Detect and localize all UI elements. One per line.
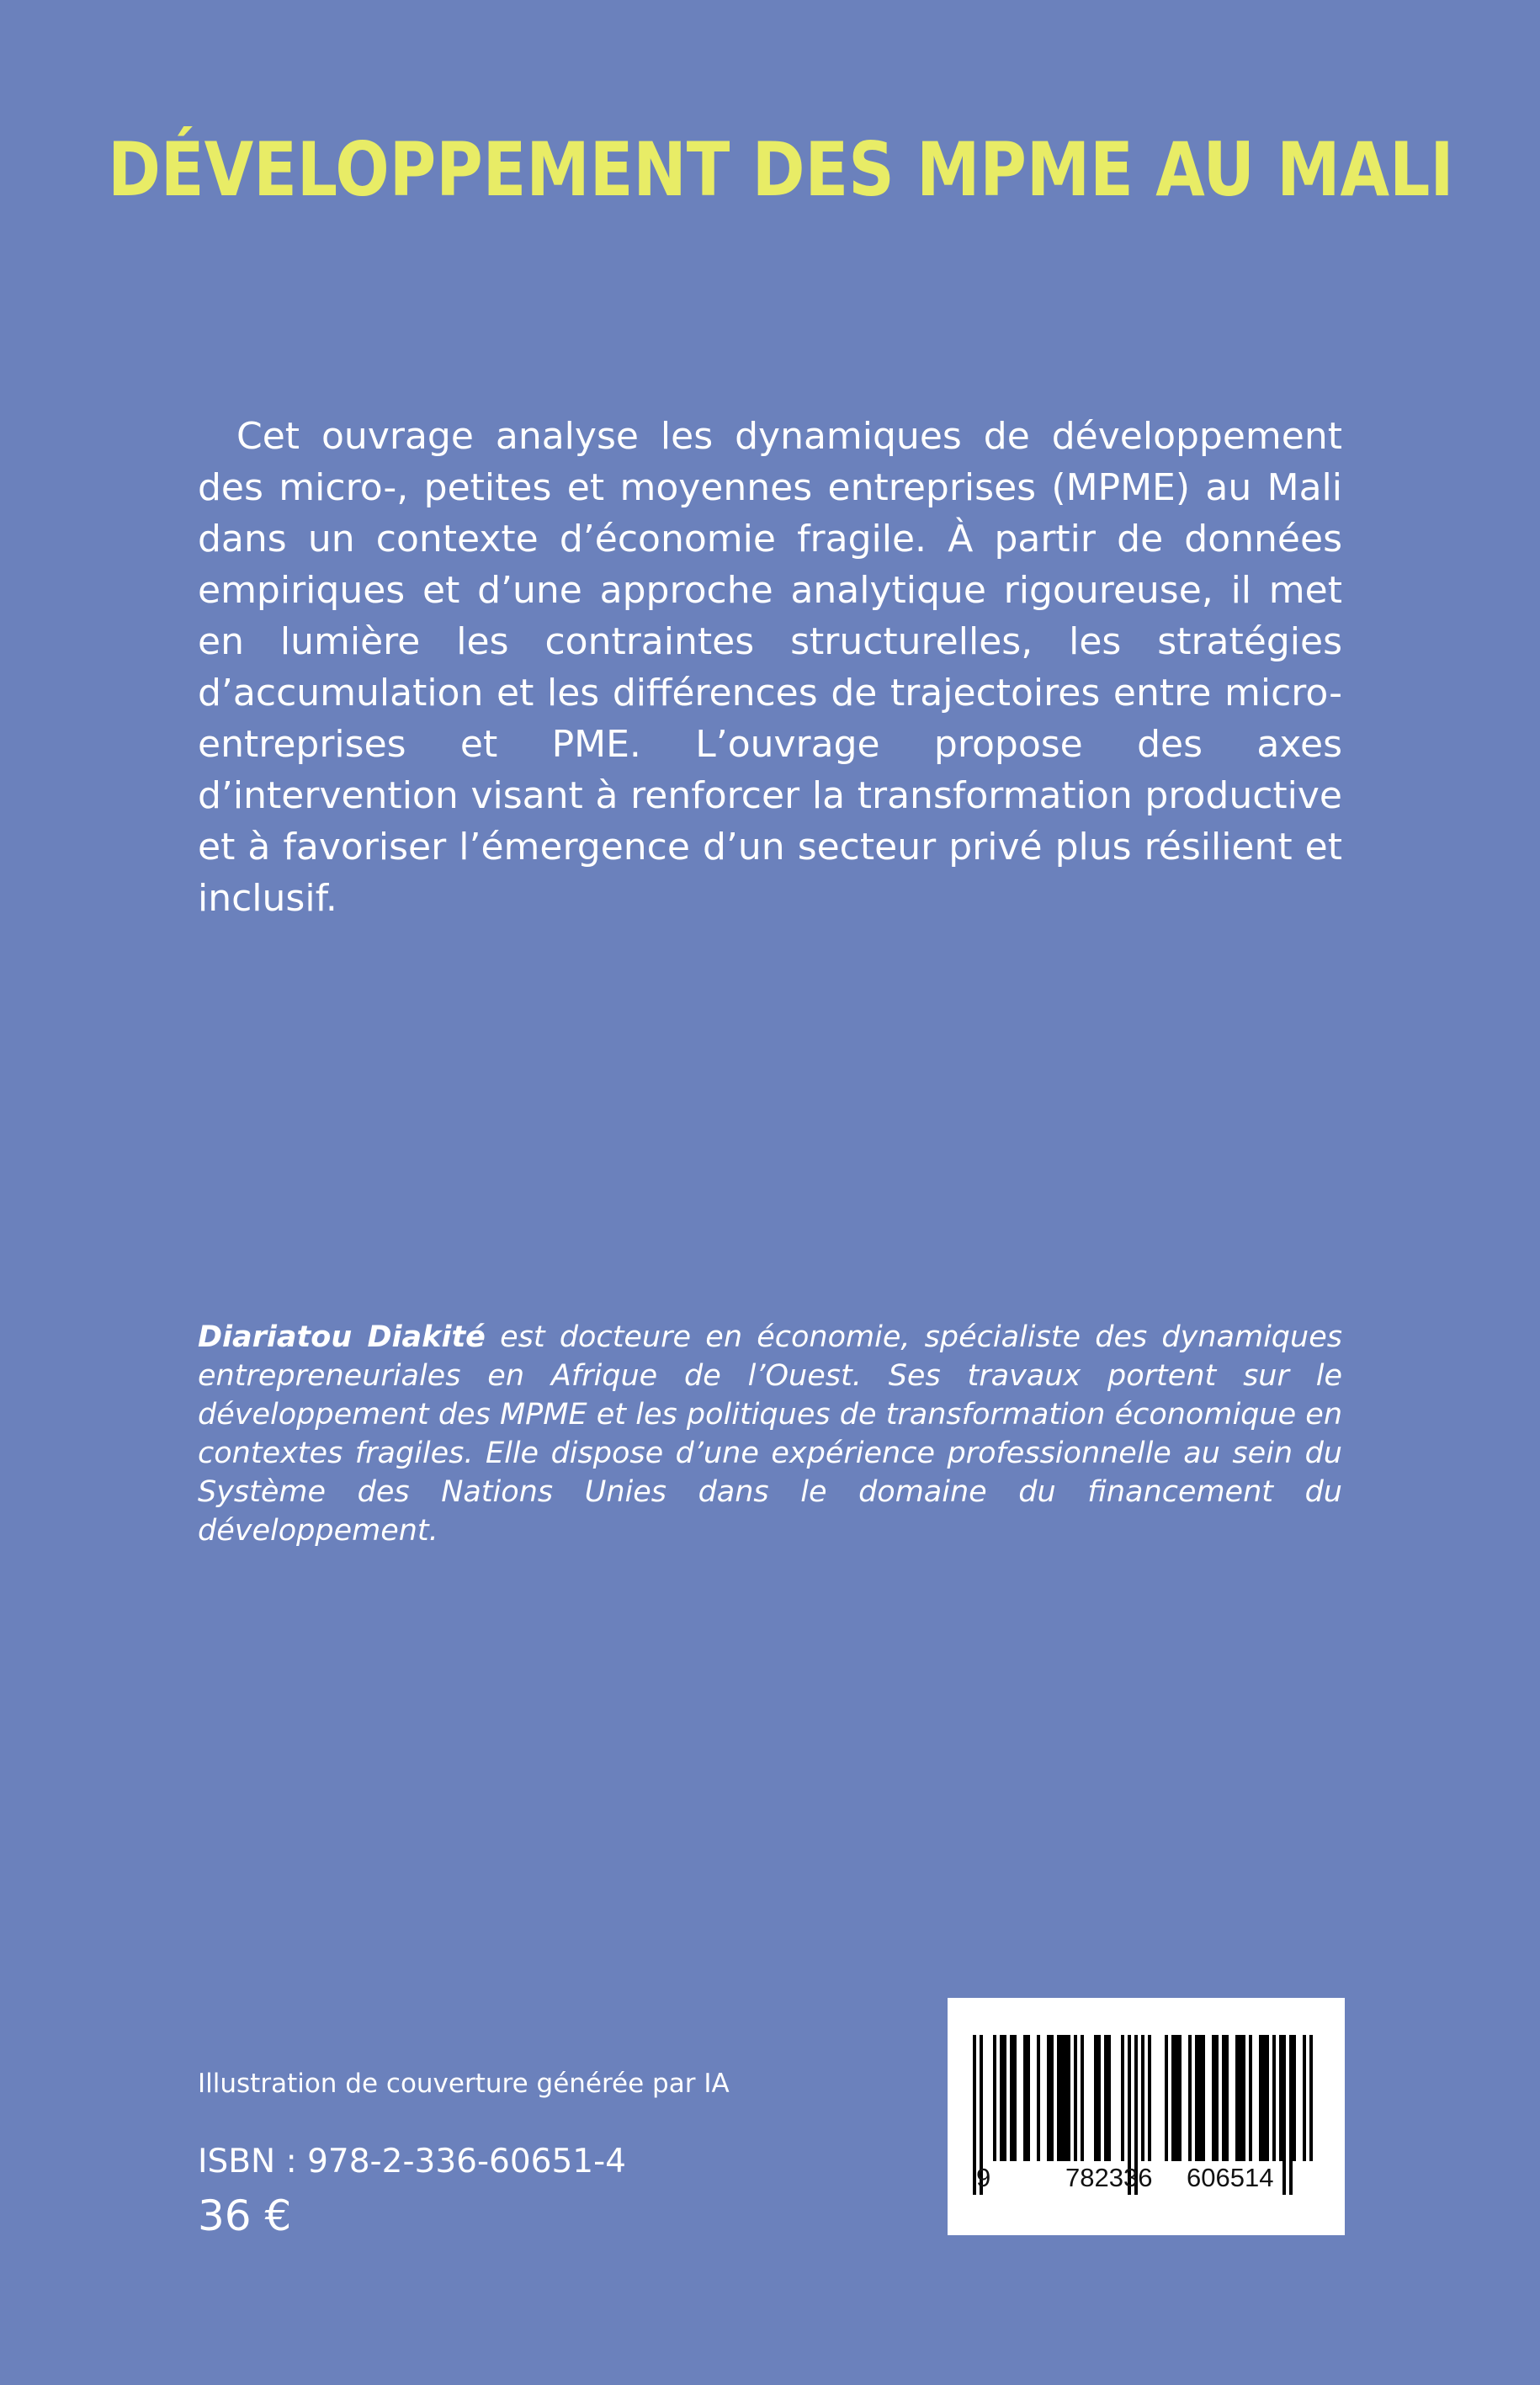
barcode-bar	[1003, 2035, 1006, 2161]
barcode-bar	[1165, 2035, 1168, 2161]
barcode-bar	[1037, 2035, 1040, 2161]
barcode-bar	[1259, 2035, 1262, 2161]
barcode-bar	[1081, 2035, 1084, 2161]
barcode-bar	[1242, 2035, 1245, 2161]
barcode-bar	[1178, 2035, 1182, 2161]
barcode-bar	[993, 2035, 996, 2161]
barcode-bar	[1027, 2035, 1030, 2161]
barcode-bar	[1272, 2035, 1276, 2161]
barcode-bar	[1239, 2035, 1242, 2161]
barcode-bar	[1047, 2035, 1050, 2161]
barcode-bar	[1175, 2035, 1178, 2161]
barcode-left-digits: 782336	[1065, 2163, 1153, 2192]
barcode-digits	[948, 2163, 1345, 2196]
barcode	[948, 1998, 1345, 2235]
barcode-bar	[1195, 2035, 1198, 2161]
author-bio-text: est docteure en économie, spécialiste des dynamiques entrepreneuriales en Afrique de l’Ouest. Ses travaux portent sur le développement des MPME et les politiques de transformation économique en contextes fragiles. Elle dispose d’une expérience professionnelle au sein du Système des Nations Unies dans le domaine du financement du développement.	[198, 1320, 1342, 1548]
barcode-bar	[1097, 2035, 1101, 2161]
barcode-bar	[1198, 2035, 1202, 2161]
barcode-bar	[1141, 2035, 1144, 2161]
barcode-bar	[1279, 2035, 1282, 2161]
barcode-bar	[1067, 2035, 1070, 2161]
barcode-bar	[1064, 2035, 1067, 2161]
barcode-bar	[1104, 2035, 1107, 2161]
barcode-bar	[1212, 2035, 1215, 2161]
barcode-bar	[1074, 2035, 1077, 2161]
barcode-bar	[1010, 2035, 1013, 2161]
barcode-bar	[1148, 2035, 1151, 2161]
barcode-bar	[1249, 2035, 1252, 2161]
barcode-bar	[1057, 2035, 1060, 2161]
barcode-bar	[1023, 2035, 1027, 2161]
illustration-credit: Illustration de couverture générée par IA	[198, 2069, 730, 2099]
author-biography	[198, 1318, 1342, 1550]
book-title: DÉVELOPPEMENT DES MPME AU MALI	[108, 126, 1454, 213]
barcode-bar	[1000, 2035, 1003, 2161]
barcode-bar	[1188, 2035, 1192, 2161]
isbn-number: ISBN : 978-2-336-60651-4	[198, 2143, 626, 2180]
barcode-bar	[1121, 2035, 1124, 2161]
barcode-right-digits: 606514	[1187, 2163, 1274, 2192]
barcode-bar	[1060, 2035, 1064, 2161]
barcode-bar	[1225, 2035, 1229, 2161]
book-summary: Cet ouvrage analyse les dynamiques de développement des micro-, petites et moyennes entreprises (MPME) au Mali dans un contexte d’économie fragile. À partir de données empiriques et d’une approche analytique rigoureuse, il met en lumière les contraintes structurelles, les stratégies d’accumulation et les différences de trajectoires entre micro-entreprises et PME. L’ouvrage propose des axes d’intervention visant à renforcer la transformation productive et à favoriser l’émergence d’un secteur privé plus résilient et inclusif.	[198, 415, 1342, 920]
barcode-bar	[1309, 2035, 1313, 2161]
barcode-bar	[1222, 2035, 1225, 2161]
barcode-bar	[1171, 2035, 1175, 2161]
barcode-bar	[1293, 2035, 1296, 2161]
barcode-bar	[1202, 2035, 1205, 2161]
barcode-bar	[1266, 2035, 1269, 2161]
author-name: Diariatou Diakité	[198, 1320, 486, 1354]
barcode-bar	[1050, 2035, 1054, 2161]
barcode-bar	[1013, 2035, 1017, 2161]
barcode-bar	[1107, 2035, 1111, 2161]
barcode-bar	[1215, 2035, 1219, 2161]
barcode-bar	[1235, 2035, 1239, 2161]
barcode-bar	[1303, 2035, 1306, 2161]
price: 36 €	[198, 2191, 292, 2240]
barcode-bar	[1094, 2035, 1097, 2161]
barcode-bar	[1262, 2035, 1266, 2161]
barcode-first-digit: 9	[976, 2163, 991, 2192]
